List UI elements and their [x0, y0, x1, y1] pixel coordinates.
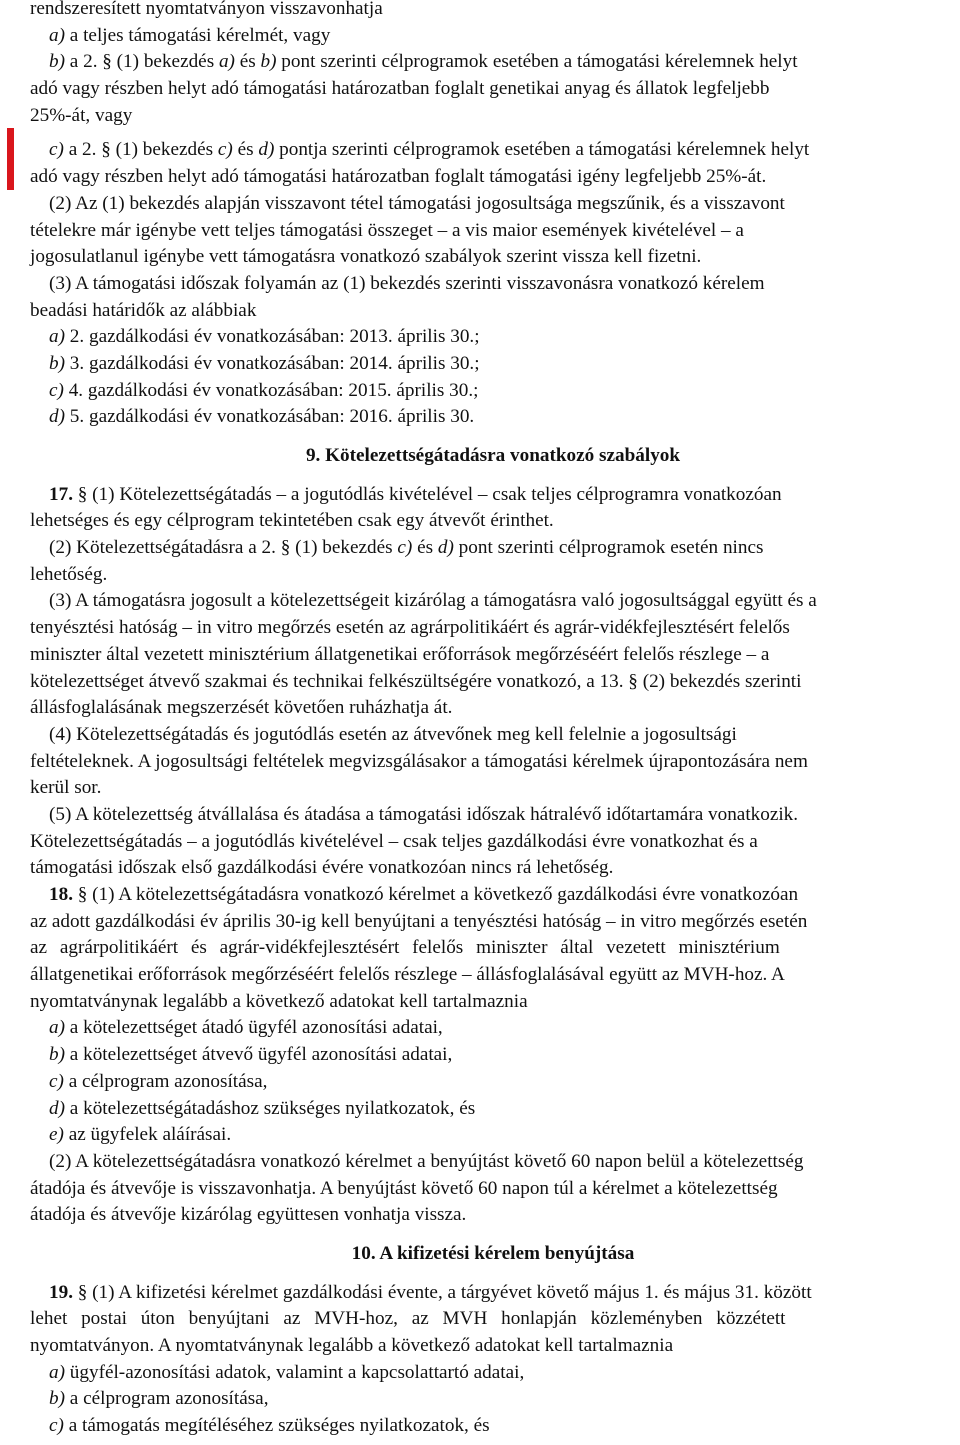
text-line: állásfoglalásának megszerzését követően ruházhatja át. — [30, 697, 453, 719]
text-line: miniszter által vezetett minisztérium állatgenetikai erőforrások megőrzéséért felelős részlege – a — [30, 643, 770, 665]
text-line: az agrárpolitikáért és agrár-vidékfejlesztésért felelős miniszter által vezetett minisztérium — [30, 937, 780, 959]
document-page — [30, 0, 956, 1440]
text-line: jogosulatlanul igénybe vett támogatásra vonatkozó szabályok szerint vissza kell fizetni. — [30, 246, 702, 268]
text-line: kötelezettséget átvevő szakmai és technikai felkészültségére vonatkozó, a 13. § (2) bekezdés szerinti — [30, 670, 802, 692]
text-line: Kötelezettségátadás – a jogutódlás kivételével – csak teljes gazdálkodási évre vonatkozhat és a — [30, 830, 758, 852]
list-item-b: b) a kötelezettséget átvevő ügyfél azonosítási adatai, — [49, 1044, 453, 1066]
text-line: nyomtatványnak legalább a következő adatokat kell tartalmaznia — [30, 990, 528, 1012]
text-line: beadási határidők az alábbiak — [30, 299, 257, 321]
list-item-d: d) a kötelezettségátadáshoz szükséges nyilatkozatok, és — [49, 1097, 476, 1119]
text-line: átadója és átvevője is visszavonhatja. A benyújtást követő 60 napon túl a kérelmet a kötelezettség — [30, 1177, 778, 1199]
paragraph-17-5: (5) A kötelezettség átvállalása és átadása a támogatási időszak hátralévő időtartamára vonatkozik. — [49, 803, 799, 825]
list-item-c: c) a 2. § (1) bekezdés c) és d) pontja szerinti célprogramok esetében a támogatási kérelemnek helyt — [49, 139, 810, 161]
paragraph-3: (3) A támogatási időszak folyamán az (1) bekezdés szerinti visszavonásra vonatkozó kérelem — [49, 272, 765, 294]
deadline-c: c) 4. gazdálkodási év vonatkozásában: 2015. április 30.; — [49, 379, 479, 401]
list-item-c: c) a célprogram azonosítása, — [49, 1070, 268, 1092]
deadline-b: b) 3. gazdálkodási év vonatkozásában: 2014. április 30.; — [49, 352, 480, 374]
section-heading-10: 10. A kifizetési kérelem benyújtása — [351, 1242, 635, 1264]
list-item-b: b) a 2. § (1) bekezdés a) és b) pont szerinti célprogramok esetében a támogatási kérelemnek helyt — [49, 51, 798, 73]
section-heading-9: 9. Kötelezettségátadásra vonatkozó szabályok — [305, 445, 681, 466]
text-line: az adott gazdálkodási év április 30-ig kell benyújtani a tenyésztési hatóság – in vitro megőrzés esetén — [30, 910, 808, 932]
list-item-a: a) a kötelezettséget átadó ügyfél azonosítási adatai, — [49, 1017, 443, 1039]
text-line: tételekre már igénybe vett teljes támogatási összeget – a vis maior események kivételével – a — [30, 219, 744, 241]
paragraph-17-4: (4) Kötelezettségátadás és jogutódlás esetén az átvevőnek meg kell felelnie a jogosultsági — [49, 723, 737, 745]
section-18: 18. § (1) A kötelezettségátadásra vonatkozó kérelmet a következő gazdálkodási évre vonatkozóan — [49, 884, 799, 905]
section-19: 19. § (1) A kifizetési kérelmet gazdálkodási évente, a tárgyévet követő május 1. és május 31. között — [49, 1281, 812, 1303]
text-line: lehetőség. — [30, 563, 108, 585]
text-line: lehetséges és egy célprogram tekintetében csak egy átvevőt érinthet. — [30, 510, 554, 532]
text-line: adó vagy részben helyt adó támogatási határozatban foglalt támogatási igény legfeljebb 25%-át. — [30, 166, 767, 188]
text-line: állatgenetikai erőforrások megőrzéséért felelős részlege – állásfoglalásával együtt az MVH-hoz. A — [30, 964, 785, 986]
list-item-e: e) az ügyfelek aláírásai. — [49, 1124, 232, 1146]
paragraph-18-2: (2) A kötelezettségátadásra vonatkozó kérelmet a benyújtást követő 60 napon belül a kötelezettség — [49, 1150, 804, 1172]
paragraph-2: (2) Az (1) bekezdés alapján visszavont tétel támogatási jogosultsága megszűnik, és a visszavont — [49, 192, 785, 214]
text-line: kerül sor. — [30, 777, 102, 799]
text-line: rendszeresített nyomtatványon visszavonhatja — [30, 0, 383, 19]
text-line: 25%-át, vagy — [30, 104, 133, 126]
text-line: tenyésztési hatóság – in vitro megőrzés esetén az agrárpolitikáért és agrár-vidékfejlesztésért felelős — [30, 617, 790, 639]
list-item-a: a) ügyfél-azonosítási adatok, valamint a kapcsolattartó adatai, — [49, 1361, 525, 1383]
text-line: átadója és átvevője kizárólag együttesen vonhatja vissza. — [30, 1204, 467, 1226]
text-line: feltételeknek. A jogosultsági feltételek megvizsgálásakor a támogatási kérelmek újrapontozására nem — [30, 750, 808, 772]
text-line: támogatási időszak első gazdálkodási évére vonatkozóan nincs rá lehetőség. — [30, 857, 614, 879]
text-line: adó vagy részben helyt adó támogatási határozatban foglalt genetikai anyag és állatok legfeljebb — [30, 78, 770, 100]
list-item-b: b) a célprogram azonosítása, — [49, 1388, 269, 1410]
text-line: nyomtatványon. A nyomtatványnak legalább a következő adatokat kell tartalmaznia — [30, 1335, 674, 1356]
text-line: lehet postai úton benyújtani az MVH-hoz, az MVH honlapján közleményben közzétett — [30, 1308, 786, 1330]
change-marker-bar — [7, 128, 14, 190]
deadline-a: a) 2. gazdálkodási év vonatkozásában: 2013. április 30.; — [49, 326, 480, 348]
section-17: 17. § (1) Kötelezettségátadás – a jogutódlás kivételével – csak teljes célprogramra vonatkozóan — [49, 483, 782, 505]
deadline-d: d) 5. gazdálkodási év vonatkozásában: 2016. április 30. — [49, 406, 475, 428]
list-item-c: c) a támogatás megítéléséhez szükséges nyilatkozatok, és — [49, 1415, 490, 1437]
list-item-a: a) a teljes támogatási kérelmét, vagy — [49, 24, 331, 46]
paragraph-17-3: (3) A támogatásra jogosult a kötelezettségeit kizárólag a támogatásra való jogosultsággal együtt és a — [49, 590, 817, 612]
paragraph-17-2: (2) Kötelezettségátadásra a 2. § (1) bekezdés c) és d) pont szerinti célprogramok esetén nincs — [49, 537, 764, 559]
